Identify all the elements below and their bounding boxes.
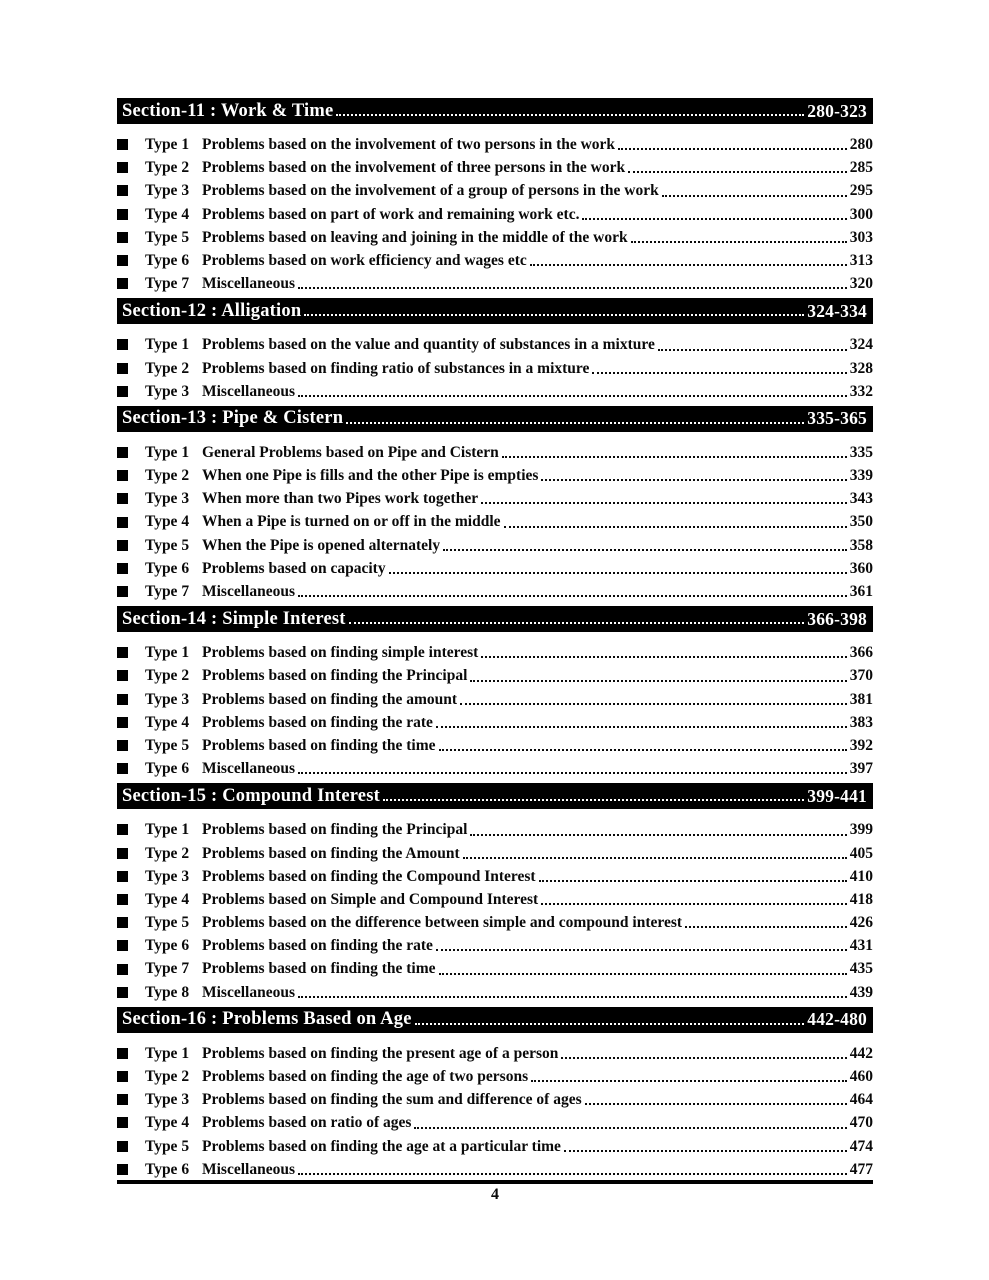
section-page-range: 335-365 xyxy=(807,408,867,429)
entry-description: Problems based on part of work and remaining work etc. xyxy=(202,205,580,223)
bullet-square-icon xyxy=(117,339,128,350)
entry-type-label: Type 3 xyxy=(145,1091,190,1109)
entry-description: Problems based on finding the sum and difference of ages xyxy=(202,1091,582,1109)
bullet-square-icon xyxy=(117,1094,128,1105)
dotted-leader xyxy=(336,98,804,116)
toc-entry-row xyxy=(117,664,873,687)
dotted-leader xyxy=(346,406,804,424)
dotted-leader xyxy=(585,1088,847,1105)
toc-entry-row xyxy=(117,865,873,888)
section-title: Section-12 : Alligation xyxy=(122,300,302,321)
toc-entry-row xyxy=(117,272,873,295)
entry-description: Problems based on the value and quantity of substances in a mixture xyxy=(202,336,655,354)
bullet-square-icon xyxy=(117,940,128,951)
dotted-leader xyxy=(470,664,846,681)
bullet-square-icon xyxy=(117,139,128,150)
toc-entry-row xyxy=(117,711,873,734)
section-title: Section-16 : Problems Based on Age xyxy=(122,1009,412,1030)
entry-page-number: 399 xyxy=(849,821,873,839)
toc-section xyxy=(117,1007,873,1181)
bullet-square-icon xyxy=(117,871,128,882)
section-page-range: 399-441 xyxy=(807,785,867,806)
dotted-leader xyxy=(541,888,847,905)
entry-description: Problems based on finding the Compound Interest xyxy=(202,867,536,885)
bullet-square-icon xyxy=(117,763,128,774)
dotted-leader xyxy=(439,957,847,974)
entry-page-number: 328 xyxy=(849,359,873,377)
entry-page-number: 426 xyxy=(849,914,873,932)
toc-entry-row xyxy=(117,464,873,487)
dotted-leader xyxy=(470,818,846,835)
dotted-leader xyxy=(298,580,847,597)
section-page-range: 366-398 xyxy=(807,608,867,629)
dotted-leader xyxy=(481,487,847,504)
bullet-square-icon xyxy=(117,824,128,835)
entry-page-number: 392 xyxy=(849,736,873,754)
section-entries xyxy=(117,818,873,1004)
bullet-square-icon xyxy=(117,447,128,458)
section-page-range: 324-334 xyxy=(807,300,867,321)
dotted-leader xyxy=(631,226,847,243)
dotted-leader xyxy=(298,1158,847,1175)
entry-page-number: 410 xyxy=(849,867,873,885)
toc-entry-row xyxy=(117,441,873,464)
bullet-square-icon xyxy=(117,232,128,243)
entry-type-label: Type 3 xyxy=(145,382,190,400)
entry-page-number: 460 xyxy=(849,1068,873,1085)
dotted-leader xyxy=(436,711,847,728)
entry-page-number: 464 xyxy=(849,1091,873,1109)
entry-type-label: Type 5 xyxy=(145,1137,190,1155)
bullet-square-icon xyxy=(117,363,128,374)
bullet-square-icon xyxy=(117,1117,128,1128)
entry-type-label: Type 3 xyxy=(145,867,190,885)
entry-type-label: Type 4 xyxy=(145,713,190,731)
section-entries xyxy=(117,641,873,780)
entry-description: Problems based on finding the rate xyxy=(202,713,433,731)
entry-description: When the Pipe is opened alternately xyxy=(202,536,441,554)
toc-entry-row xyxy=(117,534,873,557)
entry-page-number: 397 xyxy=(849,760,873,778)
bullet-square-icon xyxy=(117,647,128,658)
toc-section xyxy=(117,98,873,295)
entry-description: Problems based on the involvement of two persons in the work xyxy=(202,136,616,153)
entry-description: Miscellaneous xyxy=(202,760,295,778)
toc-entry-row xyxy=(117,333,873,356)
dotted-leader xyxy=(481,641,846,658)
entry-description: Problems based on ratio of ages xyxy=(202,1114,412,1132)
entry-type-label: Type 1 xyxy=(145,136,190,153)
toc-entry-row xyxy=(117,842,873,865)
entry-description: Miscellaneous xyxy=(202,1160,295,1178)
entry-type-label: Type 7 xyxy=(145,583,190,600)
section-page-range: 280-323 xyxy=(807,100,867,121)
section-title: Section-13 : Pipe & Cistern xyxy=(122,408,344,429)
dotted-leader xyxy=(439,734,847,751)
entry-description: Problems based on Simple and Compound Interest xyxy=(202,890,539,908)
entry-type-label: Type 2 xyxy=(145,467,190,485)
bullet-square-icon xyxy=(117,278,128,289)
entry-type-label: Type 4 xyxy=(145,205,190,223)
bullet-square-icon xyxy=(117,1048,128,1059)
bullet-square-icon xyxy=(117,1071,128,1082)
entry-description: Problems based on finding the amount xyxy=(202,690,458,708)
dotted-leader xyxy=(460,688,847,705)
entry-description: Miscellaneous xyxy=(202,275,295,293)
entry-page-number: 335 xyxy=(849,443,873,461)
entry-type-label: Type 6 xyxy=(145,559,190,577)
toc-entry-row xyxy=(117,911,873,934)
dotted-leader xyxy=(298,272,847,289)
entry-page-number: 366 xyxy=(849,644,873,662)
toc-section xyxy=(117,406,873,603)
entry-page-number: 361 xyxy=(849,583,873,600)
toc-entry-row xyxy=(117,734,873,757)
entry-type-label: Type 1 xyxy=(145,1044,190,1062)
entry-type-label: Type 1 xyxy=(145,443,190,461)
dotted-leader xyxy=(443,534,847,551)
footer-page-number: 4 xyxy=(491,1186,499,1203)
entry-page-number: 442 xyxy=(849,1044,873,1062)
toc-entry-row xyxy=(117,249,873,272)
entry-page-number: 383 xyxy=(849,713,873,731)
entry-description: Miscellaneous xyxy=(202,983,295,1001)
dotted-leader xyxy=(415,1007,805,1025)
toc-entry-row xyxy=(117,934,873,957)
toc-entry-row xyxy=(117,380,873,403)
entry-page-number: 418 xyxy=(849,890,873,908)
bullet-square-icon xyxy=(117,1141,128,1152)
entry-page-number: 477 xyxy=(849,1160,873,1178)
footer-double-rule xyxy=(117,1180,873,1184)
toc-entry-row xyxy=(117,888,873,911)
bullet-square-icon xyxy=(117,1164,128,1175)
dotted-leader xyxy=(383,783,804,801)
entry-page-number: 439 xyxy=(849,983,873,1001)
toc-section xyxy=(117,606,873,780)
entry-page-number: 431 xyxy=(849,937,873,955)
entry-type-label: Type 5 xyxy=(145,736,190,754)
dotted-leader xyxy=(541,464,846,481)
bullet-square-icon xyxy=(117,917,128,928)
bullet-square-icon xyxy=(117,694,128,705)
entry-page-number: 280 xyxy=(849,136,873,153)
entry-type-label: Type 7 xyxy=(145,960,190,978)
dotted-leader xyxy=(436,934,847,951)
toc-entry-row xyxy=(117,179,873,202)
section-entries xyxy=(117,133,873,295)
section-entries xyxy=(117,441,873,603)
toc-entry-row xyxy=(117,203,873,226)
entry-page-number: 370 xyxy=(849,667,873,685)
bullet-square-icon xyxy=(117,493,128,504)
entry-description: Problems based on finding the age of two persons xyxy=(202,1068,529,1085)
entry-description: Problems based on finding simple interest xyxy=(202,644,479,662)
entry-page-number: 320 xyxy=(849,275,873,293)
entry-page-number: 324 xyxy=(849,336,873,354)
toc-entry-row xyxy=(117,226,873,249)
entry-page-number: 343 xyxy=(849,490,873,508)
entry-type-label: Type 3 xyxy=(145,690,190,708)
dotted-leader xyxy=(463,842,847,859)
entry-type-label: Type 4 xyxy=(145,513,190,531)
entry-type-label: Type 7 xyxy=(145,275,190,293)
toc-section xyxy=(117,298,873,403)
entry-type-label: Type 2 xyxy=(145,1068,190,1085)
toc-entry-row xyxy=(117,510,873,533)
toc-entry-row xyxy=(117,1158,873,1181)
entry-type-label: Type 1 xyxy=(145,644,190,662)
bullet-square-icon xyxy=(117,255,128,266)
bullet-square-icon xyxy=(117,586,128,597)
dotted-leader xyxy=(582,203,846,220)
entry-type-label: Type 6 xyxy=(145,760,190,778)
section-title: Section-11 : Work & Time xyxy=(122,100,334,121)
section-header-bar xyxy=(117,298,873,324)
entry-type-label: Type 1 xyxy=(145,821,190,839)
entry-type-label: Type 2 xyxy=(145,844,190,862)
toc-section xyxy=(117,783,873,1004)
entry-description: Problems based on the difference between simple and compound interest xyxy=(202,914,683,932)
section-header-bar xyxy=(117,1007,873,1033)
entry-type-label: Type 5 xyxy=(145,914,190,932)
section-header-bar xyxy=(117,783,873,809)
bullet-square-icon xyxy=(117,894,128,905)
entry-description: General Problems based on Pipe and Cistern xyxy=(202,443,499,461)
section-header-bar xyxy=(117,406,873,432)
dotted-leader xyxy=(564,1135,847,1152)
entry-description: Problems based on the involvement of a group of persons in the work xyxy=(202,182,659,200)
entry-description: Problems based on finding the age at a particular time xyxy=(202,1137,561,1155)
dotted-leader xyxy=(618,133,847,150)
dotted-leader xyxy=(628,156,847,173)
dotted-leader xyxy=(298,757,847,774)
entry-description: Problems based on finding the time xyxy=(202,960,436,978)
toc-entry-row xyxy=(117,357,873,380)
bullet-square-icon xyxy=(117,848,128,859)
toc-entry-row xyxy=(117,1111,873,1134)
entry-type-label: Type 6 xyxy=(145,937,190,955)
toc-entry-row xyxy=(117,133,873,156)
entry-type-label: Type 3 xyxy=(145,182,190,200)
entry-description: Problems based on leaving and joining in the middle of the work xyxy=(202,228,628,246)
dotted-leader xyxy=(685,911,847,928)
entry-description: Problems based on finding the rate xyxy=(202,937,433,955)
bullet-square-icon xyxy=(117,964,128,975)
entry-page-number: 303 xyxy=(849,228,873,246)
dotted-leader xyxy=(658,333,847,350)
entry-description: Problems based on finding the Principal xyxy=(202,667,468,685)
entry-page-number: 332 xyxy=(849,382,873,400)
toc-entry-row xyxy=(117,1135,873,1158)
toc-entry-row xyxy=(117,688,873,711)
dotted-leader xyxy=(414,1111,846,1128)
dotted-leader xyxy=(298,981,847,998)
bullet-square-icon xyxy=(117,563,128,574)
entry-description: Problems based on capacity xyxy=(202,559,386,577)
toc-entry-row xyxy=(117,580,873,603)
entry-description: Problems based on finding the Amount xyxy=(202,844,460,862)
section-title: Section-14 : Simple Interest xyxy=(122,608,346,629)
bullet-square-icon xyxy=(117,470,128,481)
entry-description: Problems based on finding ratio of substances in a mixture xyxy=(202,359,590,377)
entry-page-number: 300 xyxy=(849,205,873,223)
dotted-leader xyxy=(298,380,847,397)
dotted-leader xyxy=(592,357,846,374)
entry-description: When one Pipe is fills and the other Pipe is empties xyxy=(202,467,539,485)
toc-entry-row xyxy=(117,557,873,580)
dotted-leader xyxy=(389,557,847,574)
table-of-contents xyxy=(117,98,873,1184)
entry-description: Miscellaneous xyxy=(202,382,295,400)
bullet-square-icon xyxy=(117,209,128,220)
entry-page-number: 313 xyxy=(849,251,873,269)
bullet-square-icon xyxy=(117,670,128,681)
entry-description: Problems based on finding the present age of a person xyxy=(202,1044,559,1062)
toc-entry-row xyxy=(117,1065,873,1088)
entry-type-label: Type 5 xyxy=(145,228,190,246)
dotted-leader xyxy=(561,1042,846,1059)
entry-description: Problems based on finding the Principal xyxy=(202,821,468,839)
entry-description: Problems based on finding the time xyxy=(202,736,436,754)
entry-type-label: Type 5 xyxy=(145,536,190,554)
entry-page-number: 350 xyxy=(849,513,873,531)
section-page-range: 442-480 xyxy=(807,1009,867,1030)
toc-entry-row xyxy=(117,818,873,841)
toc-entry-row xyxy=(117,1042,873,1065)
bullet-square-icon xyxy=(117,987,128,998)
section-title: Section-15 : Compound Interest xyxy=(122,785,380,806)
dotted-leader xyxy=(304,298,804,316)
entry-type-label: Type 3 xyxy=(145,490,190,508)
entry-page-number: 360 xyxy=(849,559,873,577)
toc-entry-row xyxy=(117,487,873,510)
entry-description: Miscellaneous xyxy=(202,583,295,600)
entry-type-label: Type 4 xyxy=(145,890,190,908)
dotted-leader xyxy=(531,1065,847,1082)
toc-entry-row xyxy=(117,156,873,179)
entry-type-label: Type 6 xyxy=(145,251,190,269)
toc-entry-row xyxy=(117,641,873,664)
section-header-bar xyxy=(117,98,873,124)
entry-page-number: 405 xyxy=(849,844,873,862)
toc-entry-row xyxy=(117,757,873,780)
bullet-square-icon xyxy=(117,717,128,728)
entry-page-number: 295 xyxy=(849,182,873,200)
entry-page-number: 474 xyxy=(849,1137,873,1155)
entry-type-label: Type 2 xyxy=(145,359,190,377)
dotted-leader xyxy=(662,179,847,196)
entry-description: Problems based on work efficiency and wages etc xyxy=(202,251,527,269)
entry-type-label: Type 6 xyxy=(145,1160,190,1178)
dotted-leader xyxy=(530,249,847,266)
dotted-leader xyxy=(539,865,847,882)
section-entries xyxy=(117,333,873,403)
entry-page-number: 381 xyxy=(849,690,873,708)
section-header-bar xyxy=(117,606,873,632)
section-entries xyxy=(117,1042,873,1181)
entry-page-number: 339 xyxy=(849,467,873,485)
entry-description: When more than two Pipes work together xyxy=(202,490,479,508)
entry-type-label: Type 1 xyxy=(145,336,190,354)
bullet-square-icon xyxy=(117,540,128,551)
entry-type-label: Type 2 xyxy=(145,667,190,685)
toc-entry-row xyxy=(117,981,873,1004)
entry-page-number: 285 xyxy=(849,159,873,177)
entry-description: Problems based on the involvement of three persons in the work xyxy=(202,159,626,177)
entry-type-label: Type 2 xyxy=(145,159,190,177)
bullet-square-icon xyxy=(117,162,128,173)
entry-type-label: Type 8 xyxy=(145,983,190,1001)
entry-description: When a Pipe is turned on or off in the middle xyxy=(202,513,501,531)
entry-page-number: 358 xyxy=(849,536,873,554)
entry-page-number: 435 xyxy=(849,960,873,978)
bullet-square-icon xyxy=(117,517,128,528)
entry-type-label: Type 4 xyxy=(145,1114,190,1132)
toc-entry-row xyxy=(117,957,873,980)
entry-page-number: 470 xyxy=(849,1114,873,1132)
dotted-leader xyxy=(502,441,847,458)
bullet-square-icon xyxy=(117,740,128,751)
bullet-square-icon xyxy=(117,386,128,397)
dotted-leader xyxy=(504,510,847,527)
dotted-leader xyxy=(349,606,805,624)
toc-entry-row xyxy=(117,1088,873,1111)
bullet-square-icon xyxy=(117,185,128,196)
